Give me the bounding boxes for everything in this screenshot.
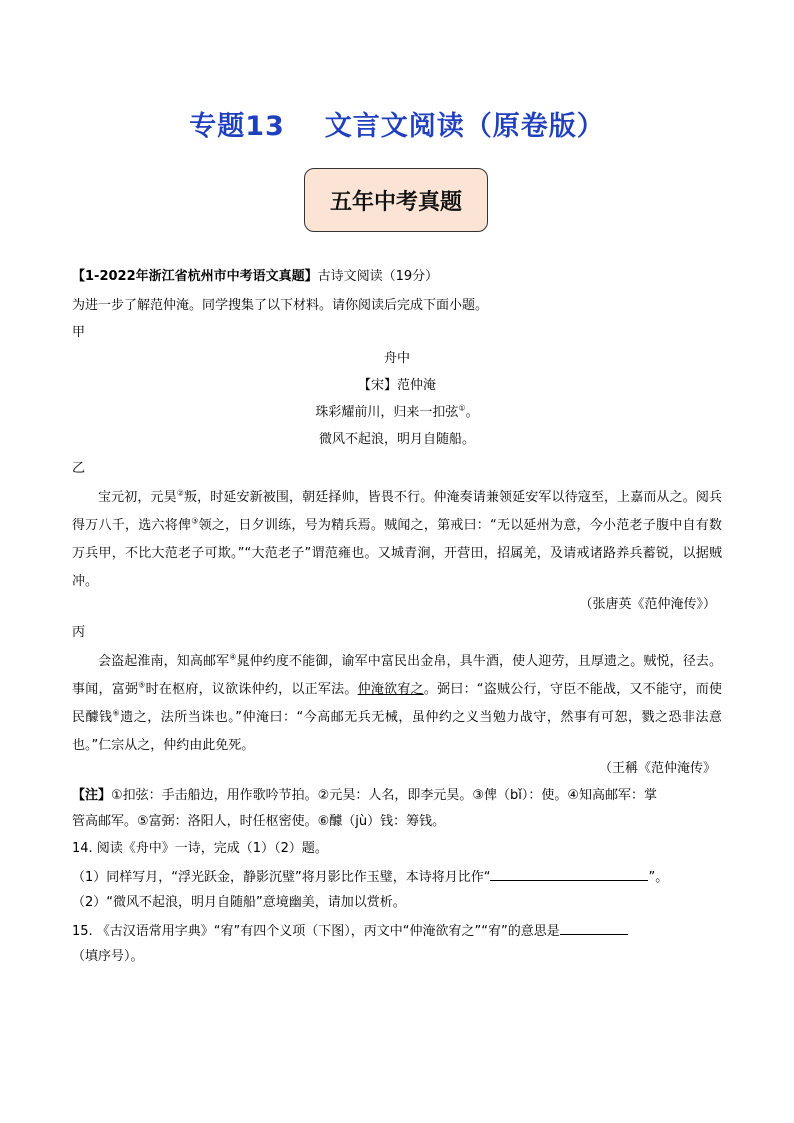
section-label-yi: 乙 — [72, 461, 86, 476]
question-15-line-1: 15. 《古汉语常用字典》“宥”有四个义项（下图），丙文中“仲淹欲宥之”“宥”的意思是 — [72, 921, 628, 941]
notes-line-1: 【注】①扣弦：手击船边，用作歌吟节拍。②元昊：人名，即李元昊。③俾（bǐ）：使。④知高邮军：掌 — [72, 788, 657, 803]
question-14-sub-1: （1）同样写月，“浮光跃金，静影沉璧”将月影比作玉璧，本诗将月比作“ ”。 — [72, 867, 668, 887]
passage-bing: 会盗起淮南，知高邮军④晁仲约度不能御，谕军中富民出金帛，具牛酒，使人迎劳，且厚遗之。贼悦，径去。事闻，富弼⑤时在枢府，议欲诛仲约，以正军法。仲淹欲宥之。弼曰：“盗贼公行，守臣不能战，又不能守，而使民醵钱⑥遗之，法所当诛也。”仲淹曰：“今高邮无兵无械，虽仲约之义当勉力战守，然事有可恕，戮之恐非法意也。”仁宗从之，仲约由此免死。 — [72, 652, 722, 753]
question-15-line-2: （填序号）。 — [72, 949, 144, 964]
underlined-phrase: 仲淹欲宥之 — [357, 682, 424, 697]
section-label-bing: 丙 — [72, 625, 86, 640]
title-number: 专题13 — [189, 111, 285, 142]
source-yi: （张唐英《范仲淹传》） — [579, 597, 716, 612]
question-label: 古诗文阅读（19分） — [317, 269, 439, 284]
poem-title: 舟中 — [383, 351, 410, 366]
poem-author: 【宋】范仲淹 — [357, 378, 436, 393]
page-title — [0, 104, 794, 143]
notes-label: 【注】 — [72, 788, 112, 803]
question-source: 【1-2022年浙江省杭州市中考语文真题】 — [72, 269, 318, 284]
section-badge: 五年中考真题 — [304, 168, 488, 232]
answer-blank-15[interactable] — [560, 921, 628, 935]
note-marker: ① — [458, 403, 466, 413]
section-label-jia: 甲 — [72, 325, 86, 340]
title-text: 文言文阅读（原卷版） — [324, 111, 605, 142]
poem-line-2: 微风不起浪，明月自随船。 — [318, 432, 475, 447]
source-bing: （王稱《范仲淹传》 — [598, 761, 716, 776]
passage-yi: 宝元初，元昊②叛，时延安新被围，朝廷择帅，皆畏不行。仲淹奏请兼领延安军以待寇至，上嘉而从之。阅兵得万八千，选六将俾③领之，日夕训练，号为精兵焉。贼闻之，第戒曰：“无以延州为意，今小范老子腹中自有数万兵甲，不比大范老子可欺。”“大范老子”谓范雍也。又城青涧，开营田，招属羌，及请戒诸路养兵蓄锐，以据贼冲。 — [72, 488, 722, 589]
answer-blank-14-1[interactable] — [490, 867, 648, 881]
question-header — [72, 268, 438, 286]
poem-line-1: 珠彩耀前川，归来一扣弦①。 — [315, 403, 479, 420]
notes-line-2: 管高邮军。⑤富弼：洛阳人，时任枢密使。⑥醵（jù）钱：筹钱。 — [72, 814, 446, 829]
question-14-stem: 14. 阅读《舟中》一诗，完成（1）（2）题。 — [72, 841, 328, 856]
question-14-sub-2: （2）“微风不起浪，明月自随船”意境幽美，请加以赏析。 — [72, 895, 406, 910]
intro-text: 为进一步了解范仲淹。同学搜集了以下材料。请你阅读后完成下面小题。 — [72, 298, 489, 313]
